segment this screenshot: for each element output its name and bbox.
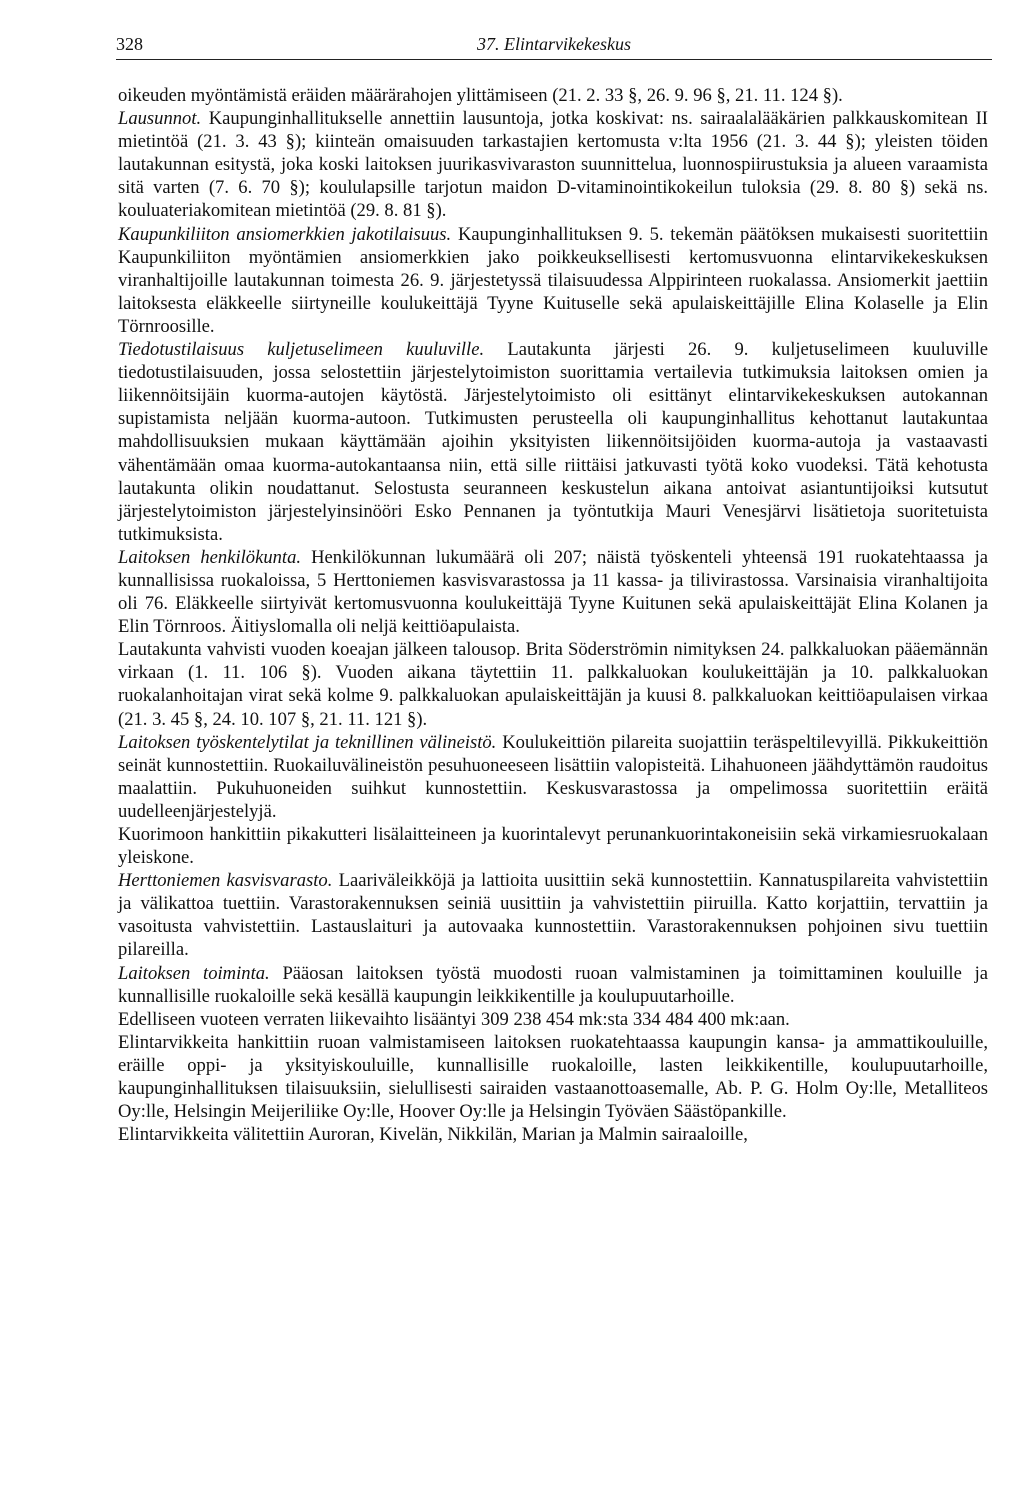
paragraph xyxy=(118,1123,988,1146)
paragraph-heading: Tiedotustilaisuus kuljetuselimeen kuuluville. xyxy=(118,339,485,361)
paragraph-heading: Laitoksen työskentelytilat ja teknillinen välineistö. xyxy=(118,731,497,753)
paragraph-heading: Kaupunkiliiton ansiomerkkien jakotilaisuus. xyxy=(118,223,452,245)
paragraph xyxy=(118,223,988,338)
paragraph-text: Elintarvikkeita välitettiin Auroran, Kivelän, Nikkilän, Marian ja Malmin sairaaloille, xyxy=(118,1124,748,1146)
body-text xyxy=(118,84,988,1146)
page-number: 328 xyxy=(116,34,143,54)
paragraph xyxy=(118,107,988,222)
paragraph-text: Koulukeittiön pilareita suojattiin teräspeltilevyillä. Pikkukeittiön seinät kunnostettiin. Ruokailuvälineistön pesuhuoneeseen lisättiin valopisteitä. Lihahuoneen jäähdyttämön raudoitus maalattiin. Pukuhuoneiden suihkut kunnostettiin. Keskusvarastossa ja ompelimossa suoritettiin eräitä uudelleenjärjestelyjä. xyxy=(118,731,989,822)
paragraph-text: Edelliseen vuoteen verraten liikevaihto lisääntyi 309 238 454 mk:sta 334 484 400 mk:aan. xyxy=(118,1008,790,1030)
paragraph-text: Lautakunta järjesti 26. 9. kuljetuselimeen kuuluville tiedotustilaisuuden, jossa selostettiin järjestelytoimiston suorittamia vertailevia tutkimuksia laitoksen omien ja liikennöitsijäin kuorma-autojen käytöstä. Järjestelytoimisto oli esittänyt elintarvikekeskuksen autokannan supistamista neljään kuorma-autoon. Tutkimusten perusteella oli kaupunginhallitus kehottanut lautakuntaa mahdollisuuksien mukaan käyttämään ajoihin yksityisten liikennöitsijöiden kuorma-autoja ja vastaavasti vähentämään omaa kuorma-autokantaansa niin, että sille riittäisi jatkuvasti työtä koko vuodeksi. Tätä kehotusta lautakunta olikin noudattanut. Selostusta seuranneen keskustelun aikana antoivat asiantuntijoiksi kutsutut järjestelytoimiston järjestelyinsinööri Esko Pennanen ja työntutkija Mauri Venesjärvi lisätietoja suoritetuista tutkimuksista. xyxy=(118,339,988,545)
paragraph xyxy=(118,869,988,961)
paragraph-text: Laariväleikköjä ja lattioita uusittiin sekä kunnostettiin. Kannatuspilareita vahvistettiin ja välikattoa tuettiin. Varastorakennuksen seiniä uusittiin ja vahvistettiin piiruilla. Katto korjattiin, tervattiin ja vasoitusta vahvistettiin. Lastauslaituri ja autovaaka kunnostettiin. Varastorakennuksen pohjoinen sivu tuettiin pilareilla. xyxy=(118,870,988,961)
paragraph-heading: Laitoksen toiminta. xyxy=(118,962,270,984)
paragraph xyxy=(118,1031,988,1123)
paragraph xyxy=(118,823,988,869)
paragraph-text: oikeuden myöntämistä eräiden määrärahojen ylittämiseen (21. 2. 33 §, 26. 9. 96 §, 21. 11. 124 §). xyxy=(118,85,843,106)
paragraph xyxy=(118,546,988,638)
paragraph-heading: Herttoniemen kasvisvarasto. xyxy=(118,870,333,892)
paragraph-text: Kaupunginhallitukselle annettiin lausuntoja, jotka koskivat: ns. sairaalalääkärien palkkauskomitean II mietintöä (21. 3. 43 §); kiinteän omaisuuden tarkastajien kertomusta v:lta 1956 (21. 3. 44 §); yleisten töiden lautakunnan esitystä, joka koski laitoksen juurikasvivaraston suunnittelua, luonnospiirustuksia ja alueen varaamista sitä varten (7. 6. 70 §); koululapsille tarjotun maidon D-vitaminointikokeilun tuloksia (29. 8. 80 §) sekä ns. kouluateriakomitean mietintöä (29. 8. 81 §). xyxy=(118,108,988,222)
page-header xyxy=(116,32,992,60)
paragraph-text: Lautakunta vahvisti vuoden koeajan jälkeen talousop. Brita Söderströmin nimityksen 24. palkkaluokan pääemännän virkaan (1. 11. 106 §). Vuoden aikana täytettiin 11. palkkaluokan koulukeittäjän ja 10. palkkaluokan ruokalanhoitajan virat sekä kolme 9. palkkaluokan apulaiskeittäjän ja kuusi 8. palkkaluokan keittiöapulaisen virkaa (21. 3. 45 §, 24. 10. 107 §, 21. 11. 121 §). xyxy=(118,639,988,730)
paragraph-text: Kaupunginhallituksen 9. 5. tekemän päätöksen mukaisesti suoritettiin Kaupunkiliiton myöntämien ansiomerkkien jako poikkeuksellisesti kertomusvuonna elintarvikekeskuksen viranhaltijoille lautakunnan toimesta 26. 9. järjestetyssä tilaisuudessa Alppirinteen ruokalassa. Ansiomerkit jaettiin laitoksesta eläkkeelle siirtyneille koulukeittäjä Tyyne Kuituselle sekä apulaiskeittäjille Elina Kolaselle ja Elin Törnroosille. xyxy=(118,223,988,337)
paragraph-text: Henkilökunnan lukumäärä oli 207; näistä työskenteli yhteensä 191 ruokatehtaassa ja kunnallisissa ruokaloissa, 5 Herttoniemen kasvisvarastossa ja 11 kassa- ja tilivirastossa. Varsinaisia viranhaltijoita oli 76. Eläkkeelle siirtyivät kertomusvuonna koulukeittäjä Tyyne Kuitunen sekä apulaiskeittäjät Elina Kolanen ja Elin Törnroos. Äitiyslomalla oli neljä keittiöapulaista. xyxy=(118,546,988,638)
paragraph-heading: Lausunnot. xyxy=(118,108,202,130)
paragraph xyxy=(118,731,988,823)
paragraph-text: Kuorimoon hankittiin pikakutteri lisälaitteineen ja kuorintalevyt perunankuorintakoneisiin sekä virkamiesruokalaan yleiskone. xyxy=(118,824,988,869)
paragraph-heading: Laitoksen henkilökunta. xyxy=(118,546,302,568)
paragraph xyxy=(118,638,988,730)
running-head: 37. Elintarvikekeskus xyxy=(477,34,631,54)
paragraph xyxy=(118,962,988,1008)
paragraph-text: Pääosan laitoksen työstä muodosti ruoan valmistaminen ja toimittaminen kouluille ja kunnallisille ruokaloille sekä kesällä kaupungin leikkikentille ja koulupuutarhoille. xyxy=(118,962,988,1007)
paragraph xyxy=(118,1008,988,1031)
paragraph xyxy=(118,338,988,546)
paragraph-text: Elintarvikkeita hankittiin ruoan valmistamiseen laitoksen ruokatehtaassa kaupungin kansa- ja ammattikouluille, eräille oppi- ja yksityiskouluille, kunnallisille ruokaloille, lasten leikkikentille, koulupuutarhoille, kaupunginhallituksen tilaisuuksiin, sielullisesti sairaiden vastaanottoasemalle, Ab. P. G. Holm Oy:lle, Metalliteos Oy:lle, Helsingin Meijeriliike Oy:lle, Hoover Oy:lle ja Helsingin Työväen Säästöpankille. xyxy=(118,1031,988,1123)
header-rule xyxy=(116,59,992,60)
paragraph xyxy=(118,84,988,107)
